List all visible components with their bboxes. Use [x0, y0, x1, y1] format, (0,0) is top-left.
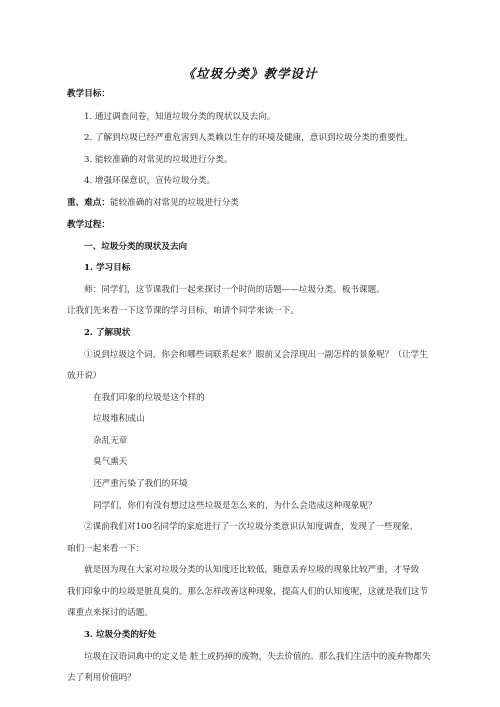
subsection-heading: 1. 学习目标 [84, 263, 131, 273]
paragraph: ①说到垃圾这个词，你会和哪些词联系起来？眼前又会浮现出一副怎样的景象呢？（让学生 [84, 350, 428, 360]
impression-item: 还严重污染了我们的环境 [93, 479, 188, 489]
paragraph: 去了利用价值吗？ [67, 673, 136, 683]
section-heading: 一、垃圾分类的现状及去向 [84, 242, 188, 252]
objective-item: 2. 了解到垃圾已经严重危害到人类赖以生存的环境及健康，意识到垃圾分类的重要性。 [84, 133, 413, 143]
process-heading: 教学过程： [67, 220, 110, 230]
subsection-heading: 2. 了解现状 [84, 328, 131, 338]
paragraph: 放开说） [67, 371, 102, 381]
paragraph: 我们印象中的垃圾是脏乱臭的。那么怎样改善这种现象，提高人们的认知度呢，这就是我们这节 [67, 587, 428, 597]
paragraph: 让我们先来看一下这节课的学习目标，咱请个同学来读一下。 [67, 306, 300, 316]
key-points [67, 198, 239, 209]
objective-item: 3. 能较准确的对常见的垃圾进行分类。 [84, 155, 233, 165]
paragraph: 课重点来探讨的话题。 [67, 608, 153, 618]
key-points-label: 重、难点： [67, 198, 110, 208]
key-points-text: 能较准确的对常见的垃圾进行分类 [109, 198, 239, 208]
page-title: 《垃圾分类》教学设计 [182, 66, 318, 81]
paragraph: 垃圾在汉语词典中的定义是 脏土或扔掉的废物，失去价值的。那么我们生活中的废弃物都失 [84, 652, 431, 662]
paragraph: 咱们一起来看一下： [67, 544, 145, 554]
impression-item: 垃圾堆积成山 [93, 414, 145, 424]
objectives-heading: 教学目标： [67, 89, 110, 99]
paragraph: 就是因为现在大家对垃圾分类的认知度还比较低，随意丢弃垃圾的现象比较严重，才导致 [84, 565, 420, 575]
subsection-heading: 3. 垃圾分类的好处 [84, 630, 157, 640]
impression-item: 臭气熏天 [93, 457, 128, 467]
paragraph: 同学们，你们有没有想过这些垃圾是怎么来的，为什么会造成这种现象呢？ [93, 501, 377, 511]
impression-item: 在我们印象的垃圾是这个样的 [93, 393, 205, 403]
objective-item: 4. 增强环保意识，宣传垃圾分类。 [84, 176, 216, 186]
paragraph: ②课前我们对100名同学的家庭进行了一次垃圾分类意识认知度调查，发现了一些现象， [84, 522, 419, 532]
impression-item: 杂乱无章 [93, 436, 128, 446]
objective-item: 1. 通过调查问卷，知道垃圾分类的现状以及去向。 [84, 112, 276, 122]
paragraph: 师：同学们，这节课我们一起来探讨一个时尚的话题——垃圾分类。板书课题。 [84, 285, 385, 295]
